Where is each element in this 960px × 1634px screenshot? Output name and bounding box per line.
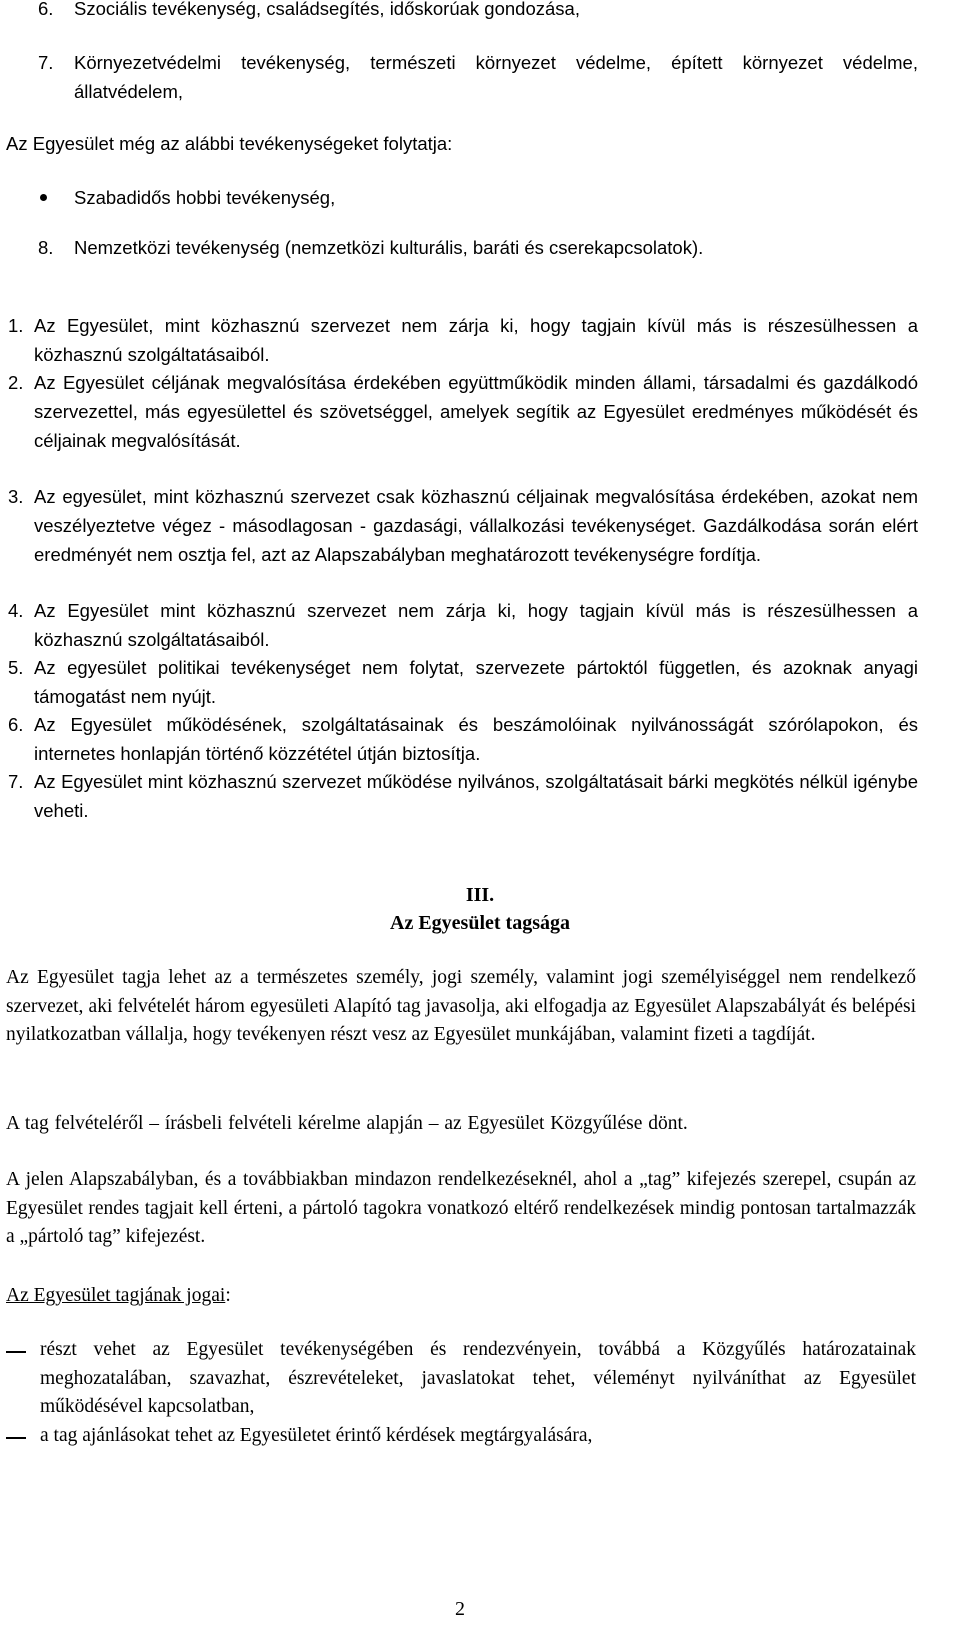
bullet-icon xyxy=(40,194,47,201)
dash-icon xyxy=(6,1437,26,1439)
list-number: 7. xyxy=(38,52,54,73)
rights-heading-colon: : xyxy=(225,1285,231,1306)
list-text: Szociális tevékenység, családsegítés, időskorúak gondozása, xyxy=(74,0,580,19)
list-text: Az Egyesület, mint közhasznú szervezet nem zárja ki, hogy tagjain kívül más is részesülhessen a közhasznú szolgáltatásaiból. xyxy=(34,315,918,365)
admission-paragraph: A tag felvételéről – írásbeli felvételi kérelme alapján – az Egyesület Közgyűlése dönt. xyxy=(6,1113,688,1134)
bullet-text: Szabadidős hobbi tevékenység, xyxy=(74,187,336,208)
list-number: 2. xyxy=(8,372,24,393)
rights-item-text: részt vehet az Egyesület tevékenységében és rendezvényein, továbbá a Közgyűlés határozatainak meghozatalában, szavazhat, észrevételeket, javaslatokat tehet, véleményt nyilváníthat az Egyesület működésével kapcsolatban, xyxy=(40,1339,916,1417)
rights-heading xyxy=(6,1282,606,1311)
rights-item-text: a tag ajánlásokat tehet az Egyesületet érintő kérdések megtárgyalására, xyxy=(40,1425,593,1446)
list-text: Az egyesület politikai tevékenységet nem folytat, szervezete pártoktól független, és azoknak anyagi támogatást nem nyújt. xyxy=(34,657,918,707)
membership-paragraph: Az Egyesület tagja lehet az a természetes személy, jogi személy, valamint jogi személyiséggel nem rendelkező szervezet, aki felvételét három egyesületi Alapító tag javasolja, aki elfogadja az Egyesület Alapszabályát és belépési nyilatkozatban vállalja, hogy tevékenyen részt vesz az Egyesület munkájában, valamint fizeti a tagdíját. xyxy=(6,967,916,1045)
page-number: 2 xyxy=(455,1598,465,1620)
list-text: Az Egyesület működésének, szolgáltatásainak és beszámolóinak nyilvánosságát szórólapokon, és internetes honlapján történő közzététel útján biztosítja. xyxy=(34,714,918,764)
list-number: 6. xyxy=(38,0,54,19)
definition-paragraph: A jelen Alapszabályban, és a továbbiakban mindazon rendelkezéseknél, ahol a „tag” kifejezés szerepel, csupán az Egyesület rendes tagjait kell érteni, a pártoló tagokra vonatkozó eltérő rendelkezések mindig pontosan tartalmazzák a „pártoló tag” kifejezést. xyxy=(6,1169,916,1247)
section-title: Az Egyesület tagsága xyxy=(390,912,570,934)
dash-icon xyxy=(6,1351,26,1353)
list-text: Az egyesület, mint közhasznú szervezet csak közhasznú céljainak megvalósítása érdekében, azokat nem veszélyeztetve végez - másodlagosan - gazdasági, vállalkozási tevékenységet. Gazdálkodása során elért eredményét nem osztja fel, azt az Alapszabályban meghatározott tevékenységre fordítja. xyxy=(34,486,918,565)
list-text: Az Egyesület céljának megvalósítása érdekében együttműködik minden állami, társadalmi és gazdálkodó szervezettel, más egyesülettel és szövetséggel, amelyek segítik az Egyesület eredményes működését és céljainak megvalósítását. xyxy=(34,372,918,451)
list-text: Környezetvédelmi tevékenység, természeti környezet védelme, épített környezet védelme, állatvédelem, xyxy=(74,52,918,102)
list-number: 4. xyxy=(8,600,24,621)
list-number: 5. xyxy=(8,657,24,678)
list-number: 3. xyxy=(8,486,24,507)
list-number: 1. xyxy=(8,315,24,336)
section-numeral: III. xyxy=(465,884,495,906)
list-text: Nemzetközi tevékenység (nemzetközi kulturális, baráti és cserekapcsolatok). xyxy=(74,237,704,258)
list-number: 7. xyxy=(8,771,24,792)
list-text: Az Egyesület mint közhasznú szervezet nem zárja ki, hogy tagjain kívül más is részesülhessen a közhasznú szolgáltatásaiból. xyxy=(34,600,918,650)
rights-heading-text: Az Egyesület tagjának jogai xyxy=(6,1285,226,1306)
list-number: 8. xyxy=(38,237,54,258)
list-number: 6. xyxy=(8,714,24,735)
list-text: Az Egyesület mint közhasznú szervezet működése nyilvános, szolgáltatásait bárki megkötés nélkül igénybe veheti. xyxy=(34,771,918,821)
intro-paragraph: Az Egyesület még az alábbi tevékenységeket folytatja: xyxy=(6,133,453,154)
